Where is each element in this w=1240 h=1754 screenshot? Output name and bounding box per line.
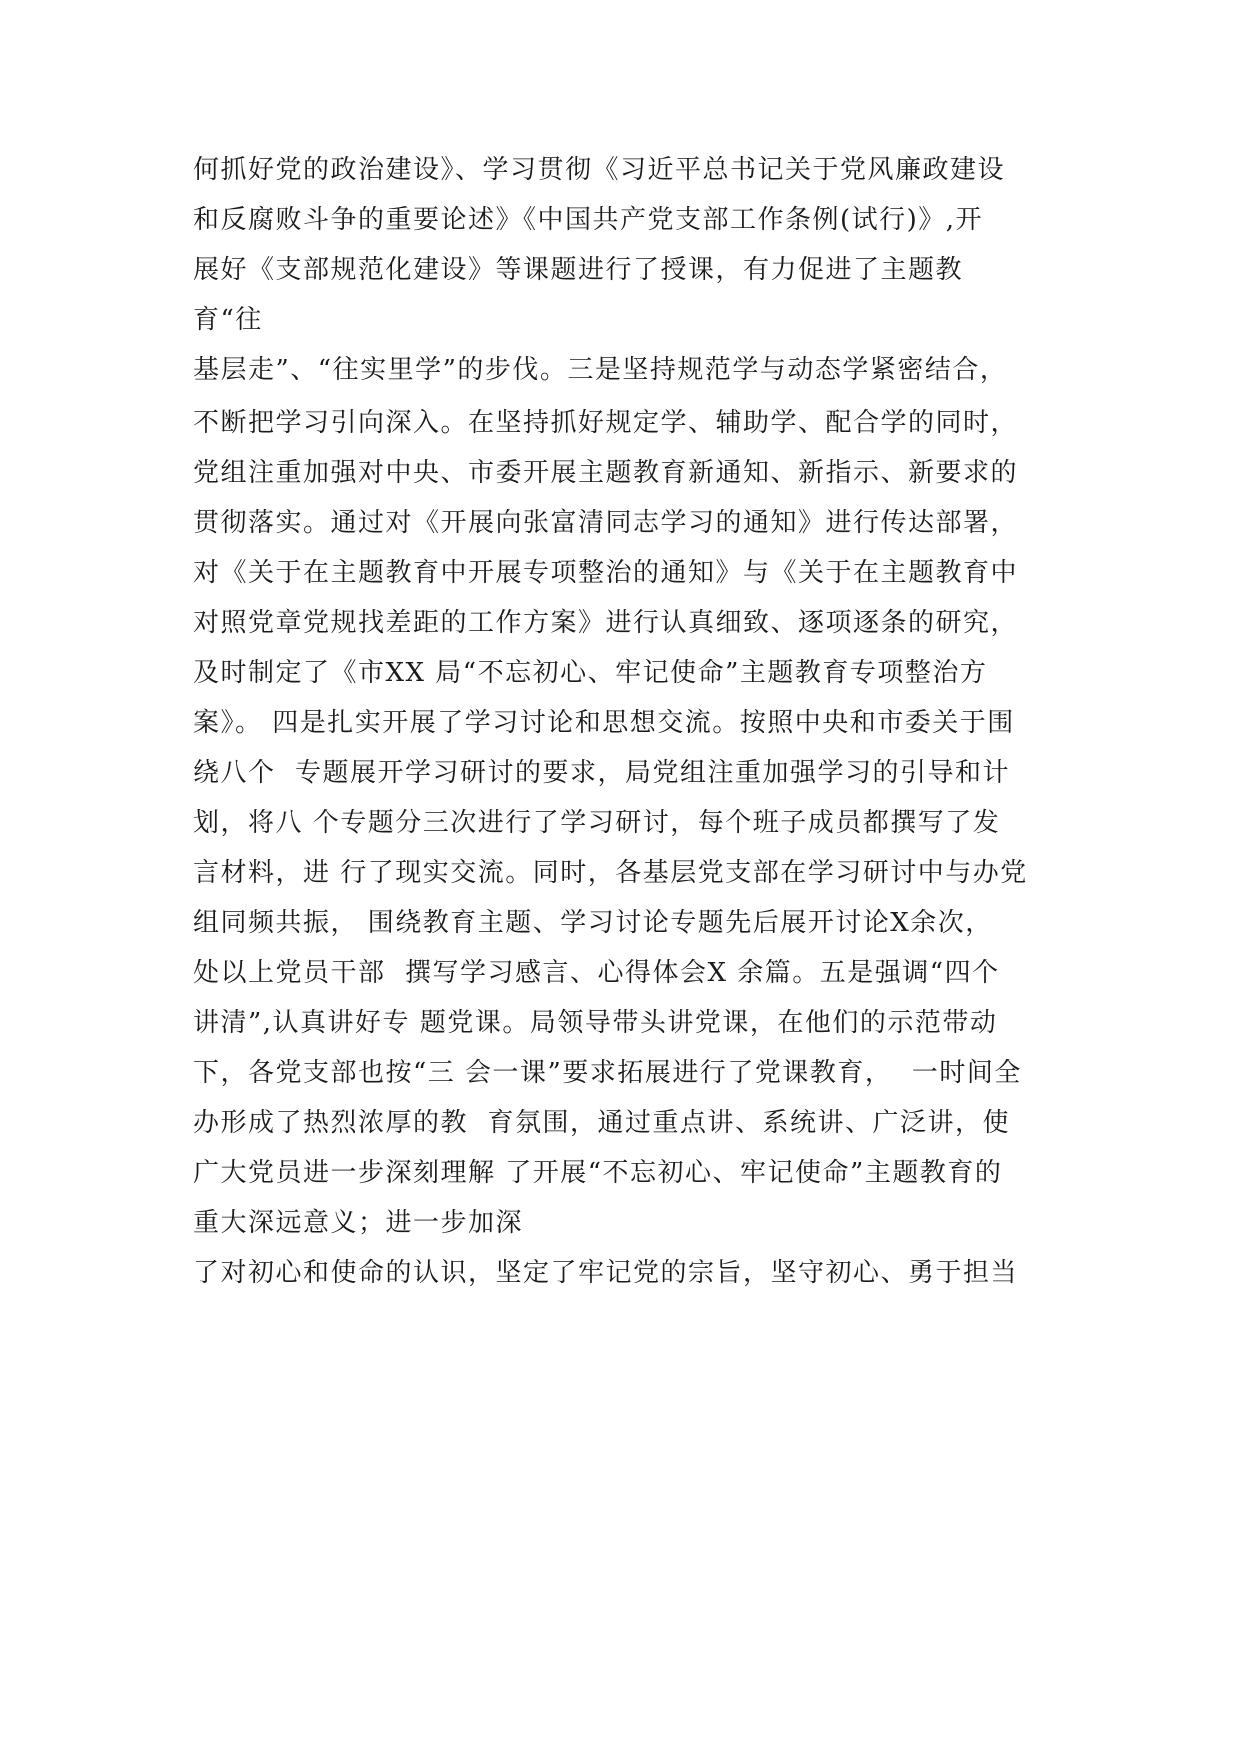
text-line: 下，各党支部也按“三 会一课”要求拓展进行了党课教育， 一时间全	[193, 1058, 1022, 1088]
text-line: 对照党章党规找差距的工作方案》进行认真细致、逐项逐条的研究，	[193, 608, 1019, 638]
text-line: 贯彻落实。通过对《开展向张富清同志学习的通知》进行传达部署，	[193, 508, 1019, 538]
text-line: 处以上党员干部 撰写学习感言、心得体会X 余篇。五是强调“四个	[193, 958, 1000, 988]
text-line: 案》。 四是扎实开展了学习讨论和思想交流。按照中央和市委关于围	[193, 708, 1015, 738]
text-line: 对《关于在主题教育中开展专项整治的通知》与《关于在主题教育中	[193, 558, 1019, 588]
text-line: 不断把学习引向深入。在坚持抓好规定学、辅助学、配合学的同时，	[193, 408, 1019, 438]
text-line: 重大深远意义；进一步加深	[193, 1208, 524, 1238]
text-line: 育“往	[193, 305, 263, 335]
text-line: 组同频共振， 围绕教育主题、学习讨论专题先后展开讨论X余次，	[193, 908, 993, 938]
text-line: 和反腐败斗争的重要论述》《中国共产党支部工作条例(试行)》,开	[193, 205, 984, 235]
text-line: 办形成了热烈浓厚的教 育氛围，通过重点讲、系统讲、广泛讲，使	[193, 1108, 1011, 1138]
text-line: 及时制定了《市XX 局“不忘初心、牢记使命”主题教育专项整治方	[193, 658, 988, 688]
text-line: 党组注重加强对中央、市委开展主题教育新通知、新指示、新要求的	[193, 458, 1019, 488]
text-line: 划，将八 个专题分三次进行了学习研讨，每个班子成员都撰写了发	[193, 808, 1001, 838]
text-line: 基层走”、“往实里学”的步伐。三是坚持规范学与动态学紧密结合，	[193, 355, 1008, 385]
text-line: 言材料，进 行了现实交流。同时，各基层党支部在学习研讨中与办党	[193, 858, 1028, 888]
text-line: 展好《支部规范化建设》等课题进行了授课，有力促进了主题教	[193, 255, 964, 285]
text-line: 了对初心和使命的认识，坚定了牢记党的宗旨，坚守初心、勇于担当	[193, 1258, 1019, 1288]
text-line: 讲清”,认真讲好专 题党课。局领导带头讲党课，在他们的示范带动	[193, 1008, 998, 1038]
text-line: 何抓好党的政治建设》、学习贯彻《习近平总书记关于党风廉政建设	[193, 155, 1006, 185]
text-line: 绕八个 专题展开学习研讨的要求，局党组注重加强学习的引导和计	[193, 758, 1011, 788]
text-line: 广大党员进一步深刻理解 了开展“不忘初心、牢记使命”主题教育的	[193, 1158, 1003, 1188]
